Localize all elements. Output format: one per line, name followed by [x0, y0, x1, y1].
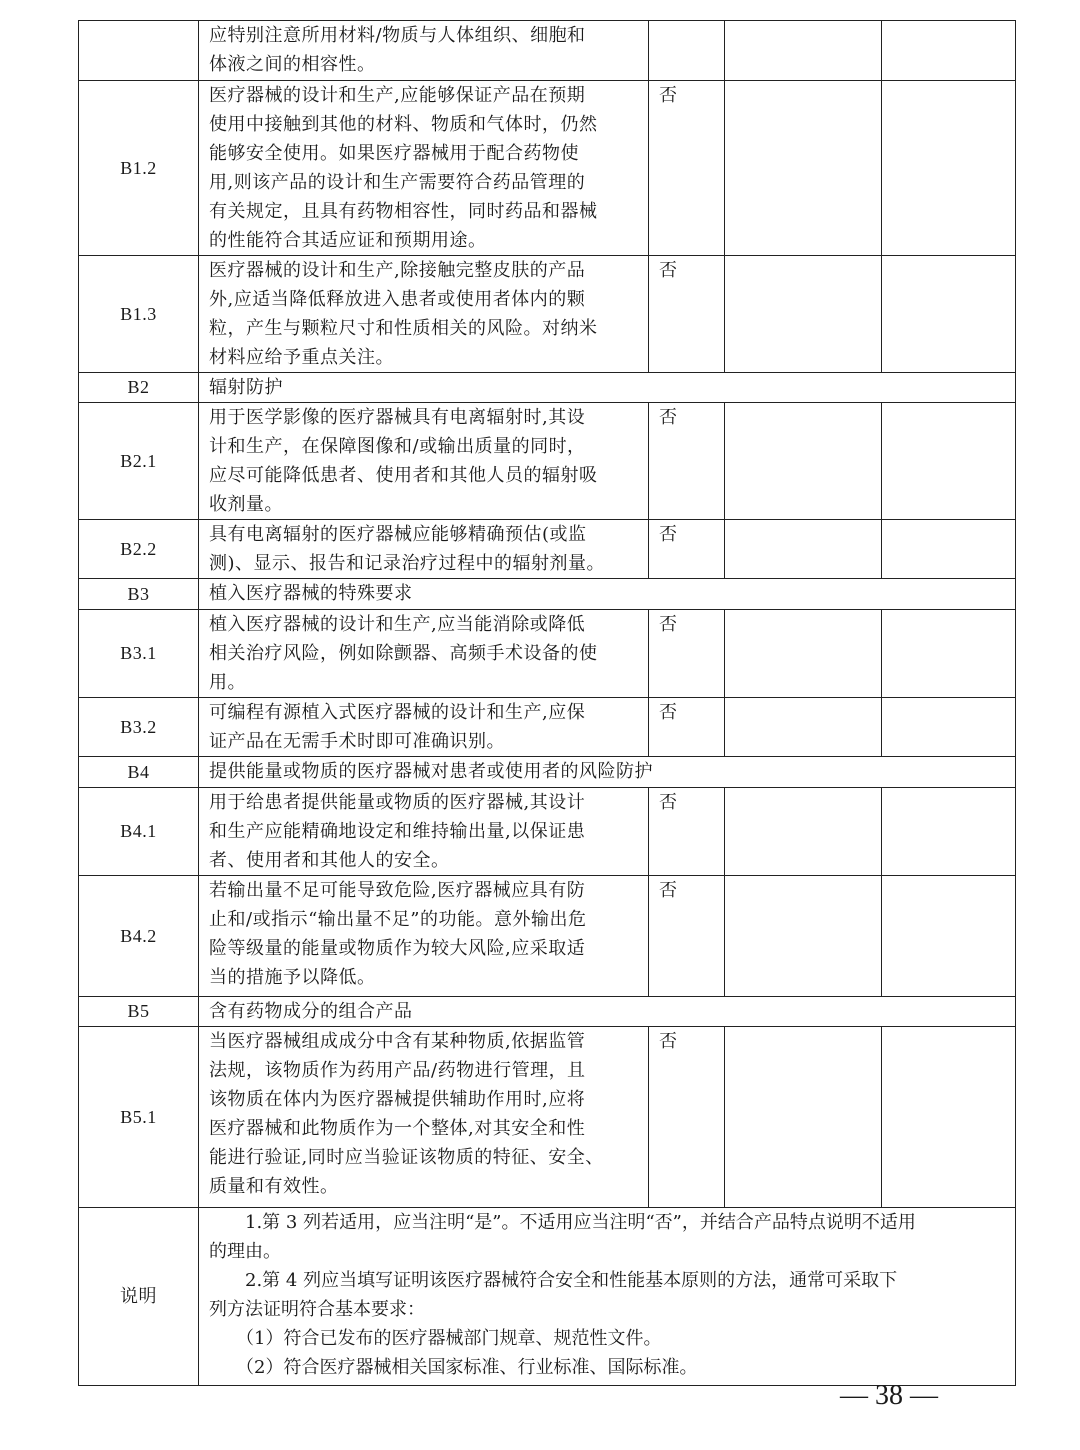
table-row: [79, 1027, 1016, 1208]
section-row: [79, 997, 1016, 1027]
method-cell: [725, 81, 882, 256]
section-title: 植入医疗器械的特殊要求: [199, 579, 1016, 610]
applicable-cell: 否: [649, 876, 725, 997]
requirement-text: 植入医疗器械的设计和生产,应当能消除或降低 相关治疗风险，例如除颤器、高频手术设备的使 用。: [199, 610, 649, 698]
evidence-cell: [882, 788, 1016, 876]
section-title: 提供能量或物质的医疗器械对患者或使用者的风险防护: [199, 757, 1016, 788]
evidence-cell: [882, 21, 1016, 81]
requirement-text: 医疗器械的设计和生产,除接触完整皮肤的产品 外,应适当降低释放进入患者或使用者体内的颗 粒，产生与颗粒尺寸和性质相关的风险。对纳米 材料应给予重点关注。: [199, 256, 649, 373]
evidence-cell: [882, 698, 1016, 757]
clause-code: B2: [79, 373, 199, 403]
clause-code: 说明: [79, 1208, 199, 1386]
applicable-cell: 否: [649, 1027, 725, 1208]
clause-code: B2.2: [79, 520, 199, 579]
requirement-text: 可编程有源植入式医疗器械的设计和生产,应保 证产品在无需手术时即可准确识别。: [199, 698, 649, 757]
applicable-cell: 否: [649, 520, 725, 579]
requirement-text: 用于医学影像的医疗器械具有电离辐射时,其设 计和生产，在保障图像和/或输出质量的同时， 应尽可能降低患者、使用者和其他人员的辐射吸 收剂量。: [199, 403, 649, 520]
method-cell: [725, 403, 882, 520]
applicable-cell: 否: [649, 81, 725, 256]
evidence-cell: [882, 256, 1016, 373]
applicable-cell: 否: [649, 610, 725, 698]
section-row: [79, 579, 1016, 610]
requirement-text: 具有电离辐射的医疗器械应能够精确预估(或监 测)、显示、报告和记录治疗过程中的辐射剂量。: [199, 520, 649, 579]
table-row: [79, 610, 1016, 698]
applicable-cell: 否: [649, 788, 725, 876]
clause-code: B1.3: [79, 256, 199, 373]
clause-code: B4.2: [79, 876, 199, 997]
method-cell: [725, 256, 882, 373]
clause-code: B1.2: [79, 81, 199, 256]
section-row: [79, 757, 1016, 788]
table-row: [79, 698, 1016, 757]
note-text: 1.第 3 列若适用，应当注明“是”。不适用应当注明“否”，并结合产品特点说明不适用 的理由。 2.第 4 列应当填写证明该医疗器械符合安全和性能基本原则的方法，通常可采取下 列方法证明符合基本要求： （1）符合已发布的医疗器械部门规章、规范性文件。 （2）符合医疗器械相关国家标准、行业标准、国际标准。: [199, 1208, 1016, 1386]
clause-code: B4: [79, 757, 199, 788]
note-row: [79, 1208, 1016, 1386]
requirement-text: 用于给患者提供能量或物质的医疗器械,其设计 和生产应能精确地设定和维持输出量,以保证患 者、使用者和其他人的安全。: [199, 788, 649, 876]
method-cell: [725, 788, 882, 876]
section-title: 辐射防护: [199, 373, 1016, 403]
evidence-cell: [882, 403, 1016, 520]
evidence-cell: [882, 1027, 1016, 1208]
method-cell: [725, 610, 882, 698]
table-row: [79, 403, 1016, 520]
section-title: 含有药物成分的组合产品: [199, 997, 1016, 1027]
clause-code: B3.2: [79, 698, 199, 757]
requirement-text: 若输出量不足可能导致危险,医疗器械应具有防 止和/或指示“输出量不足”的功能。意外输出危 险等级量的能量或物质作为较大风险,应采取适 当的措施予以降低。: [199, 876, 649, 997]
table-row: [79, 520, 1016, 579]
section-row: [79, 373, 1016, 403]
clause-code: B5: [79, 997, 199, 1027]
applicable-cell: 否: [649, 403, 725, 520]
requirement-text: 应特别注意所用材料/物质与人体组织、细胞和 体液之间的相容性。: [199, 21, 649, 81]
table-row: [79, 21, 1016, 81]
clause-code: B2.1: [79, 403, 199, 520]
method-cell: [725, 520, 882, 579]
table-row: [79, 788, 1016, 876]
evidence-cell: [882, 610, 1016, 698]
applicable-cell: 否: [649, 698, 725, 757]
applicable-cell: [649, 21, 725, 81]
essential-principles-table: [78, 20, 1016, 1386]
clause-code: B4.1: [79, 788, 199, 876]
evidence-cell: [882, 81, 1016, 256]
clause-code: B3.1: [79, 610, 199, 698]
requirement-text: 当医疗器械组成成分中含有某种物质,依据监管 法规，该物质作为药用产品/药物进行管理，且 该物质在体内为医疗器械提供辅助作用时,应将 医疗器械和此物质作为一个整体,对其安全和性 能进行验证,同时应当验证该物质的特征、安全、 质量和有效性。: [199, 1027, 649, 1208]
applicable-cell: 否: [649, 256, 725, 373]
evidence-cell: [882, 876, 1016, 997]
method-cell: [725, 21, 882, 81]
requirement-text: 医疗器械的设计和生产,应能够保证产品在预期 使用中接触到其他的材料、物质和气体时，仍然 能够安全使用。如果医疗器械用于配合药物使 用,则该产品的设计和生产需要符合药品管理的 有关规定，且具有药物相容性，同时药品和器械 的性能符合其适应证和预期用途。: [199, 81, 649, 256]
method-cell: [725, 698, 882, 757]
method-cell: [725, 1027, 882, 1208]
method-cell: [725, 876, 882, 997]
table-row: [79, 256, 1016, 373]
clause-code: B3: [79, 579, 199, 610]
table-row: [79, 876, 1016, 997]
clause-code: [79, 21, 199, 81]
evidence-cell: [882, 520, 1016, 579]
clause-code: B5.1: [79, 1027, 199, 1208]
page-number: — 38 —: [840, 1380, 938, 1411]
table-row: [79, 81, 1016, 256]
